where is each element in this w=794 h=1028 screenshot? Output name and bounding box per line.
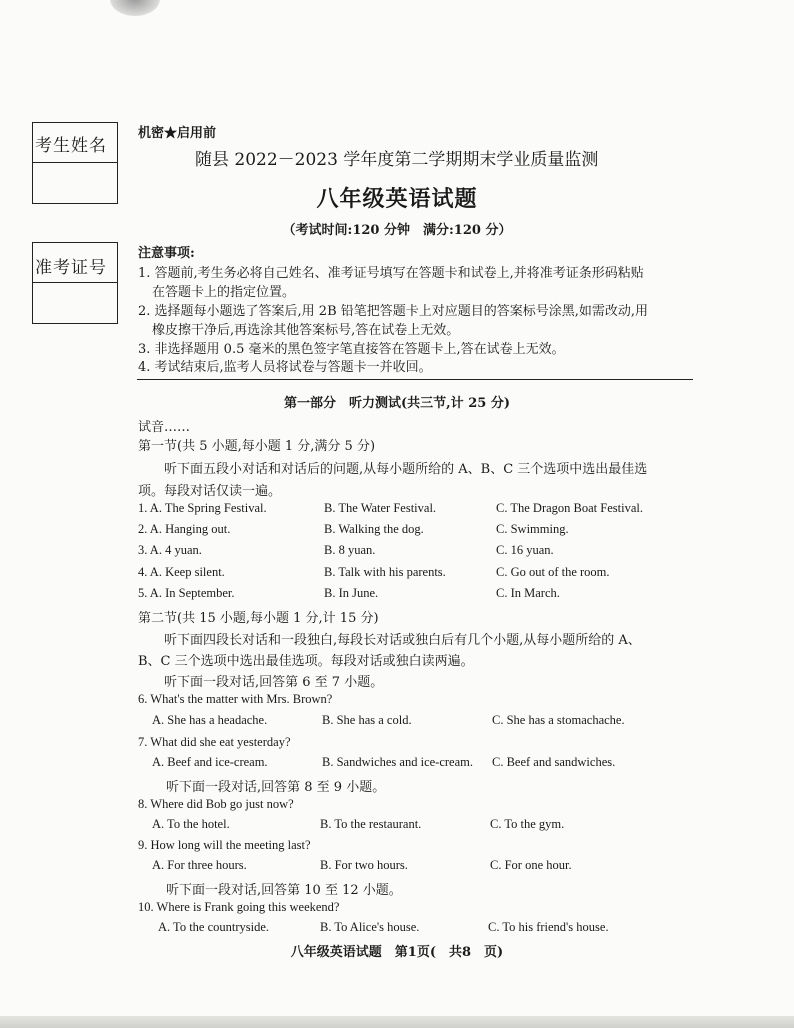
listen-6-7: 听下面一段对话,回答第 6 至 7 小题。	[164, 675, 384, 690]
section2-instruction-b: B、C 三个选项中选出最佳选项。每段对话或独白读两遍。	[138, 654, 474, 669]
scan-bottom-edge	[0, 1016, 794, 1028]
q9-option-c: C. For one hour.	[490, 858, 572, 872]
q7-option-a: A. Beef and ice-cream.	[152, 755, 268, 769]
q10-stem: 10. Where is Frank going this weekend?	[138, 900, 340, 914]
listen-10-12: 听下面一段对话,回答第 10 至 12 小题。	[166, 883, 402, 898]
q10-option-c: C. To his friend's house.	[488, 920, 609, 934]
q1-option-c: C. The Dragon Boat Festival.	[496, 501, 643, 515]
note-2a: 2. 选择题每小题选了答案后,用 2B 铅笔把答题卡上对应题目的答案标号涂黑,如需改动,用	[138, 304, 649, 319]
q2-option-b: B. Walking the dog.	[324, 522, 424, 536]
section2-title: 第二节(共 15 小题,每小题 1 分,计 15 分)	[138, 611, 379, 626]
q6-option-c: C. She has a stomachache.	[492, 713, 625, 727]
exam-title: 随县 2022－2023 学年度第二学期期末学业质量监测	[195, 150, 599, 170]
q2-option-a: 2. A. Hanging out.	[138, 522, 231, 536]
q8-option-c: C. To the gym.	[490, 817, 565, 831]
scan-shadow	[110, 0, 160, 16]
subject-title: 八年级英语试题	[316, 187, 478, 212]
section1-instruction-a: 听下面五段小对话和对话后的问题,从每小题所给的 A、B、C 三个选项中选出最佳选	[164, 462, 648, 477]
id-label: 准考证号	[35, 258, 107, 278]
q7-option-c: C. Beef and sandwiches.	[492, 755, 616, 769]
listen-8-9: 听下面一段对话,回答第 8 至 9 小题。	[166, 780, 386, 795]
time-info: （考试时间:120 分钟 满分:120 分）	[282, 223, 512, 238]
q6-stem: 6. What's the matter with Mrs. Brown?	[138, 692, 333, 706]
q4-option-a: 4. A. Keep silent.	[138, 565, 225, 579]
q9-option-b: B. For two hours.	[320, 858, 408, 872]
q5-option-b: B. In June.	[324, 586, 379, 600]
name-label: 考生姓名	[35, 136, 107, 156]
q4-option-c: C. Go out of the room.	[496, 565, 610, 579]
q9-stem: 9. How long will the meeting last?	[138, 838, 311, 852]
trial-sound: 试音……	[138, 420, 191, 435]
name-box-divider	[32, 162, 117, 163]
note-1b: 在答题卡上的指定位置。	[152, 285, 296, 300]
q10-option-a: A. To the countryside.	[158, 920, 270, 934]
note-3: 3. 非选择题用 0.5 毫米的黑色签字笔直接答在答题卡上,答在试卷上无效。	[138, 342, 565, 357]
q3-option-b: B. 8 yuan.	[324, 543, 376, 557]
q9-option-a: A. For three hours.	[152, 858, 247, 872]
q8-stem: 8. Where did Bob go just now?	[138, 797, 294, 811]
section2-instruction-a: 听下面四段长对话和一段独白,每段长对话或独白后有几个小题,从每小题所给的 A、	[164, 633, 641, 648]
notes-divider	[137, 379, 693, 380]
note-4: 4. 考试结束后,监考人员将试卷与答题卡一并收回。	[138, 360, 432, 375]
section1-title: 第一节(共 5 小题,每小题 1 分,满分 5 分)	[138, 439, 376, 454]
q6-option-a: A. She has a headache.	[152, 713, 268, 727]
q8-option-b: B. To the restaurant.	[320, 817, 422, 831]
q10-option-b: B. To Alice's house.	[320, 920, 420, 934]
q6-option-b: B. She has a cold.	[322, 713, 412, 727]
q8-option-a: A. To the hotel.	[152, 817, 230, 831]
q1-option-b: B. The Water Festival.	[324, 501, 437, 515]
q2-option-c: C. Swimming.	[496, 522, 569, 536]
notes-heading: 注意事项:	[138, 246, 195, 261]
page-footer: 八年级英语试题 第1页( 共8 页)	[290, 945, 504, 960]
q7-stem: 7. What did she eat yesterday?	[138, 735, 291, 749]
note-2b: 橡皮擦干净后,再选涂其他答案标号,答在试卷上无效。	[152, 323, 460, 338]
q7-option-b: B. Sandwiches and ice-cream.	[322, 755, 473, 769]
confidential-label: 机密★启用前	[138, 126, 217, 141]
q3-option-a: 3. A. 4 yuan.	[138, 543, 202, 557]
q5-option-c: C. In March.	[496, 586, 560, 600]
part1-title: 第一部分 听力测试(共三节,计 25 分)	[284, 396, 510, 411]
q1-option-a: 1. A. The Spring Festival.	[138, 501, 267, 515]
note-1a: 1. 答题前,考生务必将自己姓名、准考证号填写在答题卡和试卷上,并将准考证条形码粘贴	[138, 266, 644, 281]
q4-option-b: B. Talk with his parents.	[324, 565, 446, 579]
section1-instruction-b: 项。每段对话仅读一遍。	[138, 484, 282, 499]
q5-option-a: 5. A. In September.	[138, 586, 235, 600]
id-box-divider	[32, 282, 117, 283]
q3-option-c: C. 16 yuan.	[496, 543, 554, 557]
